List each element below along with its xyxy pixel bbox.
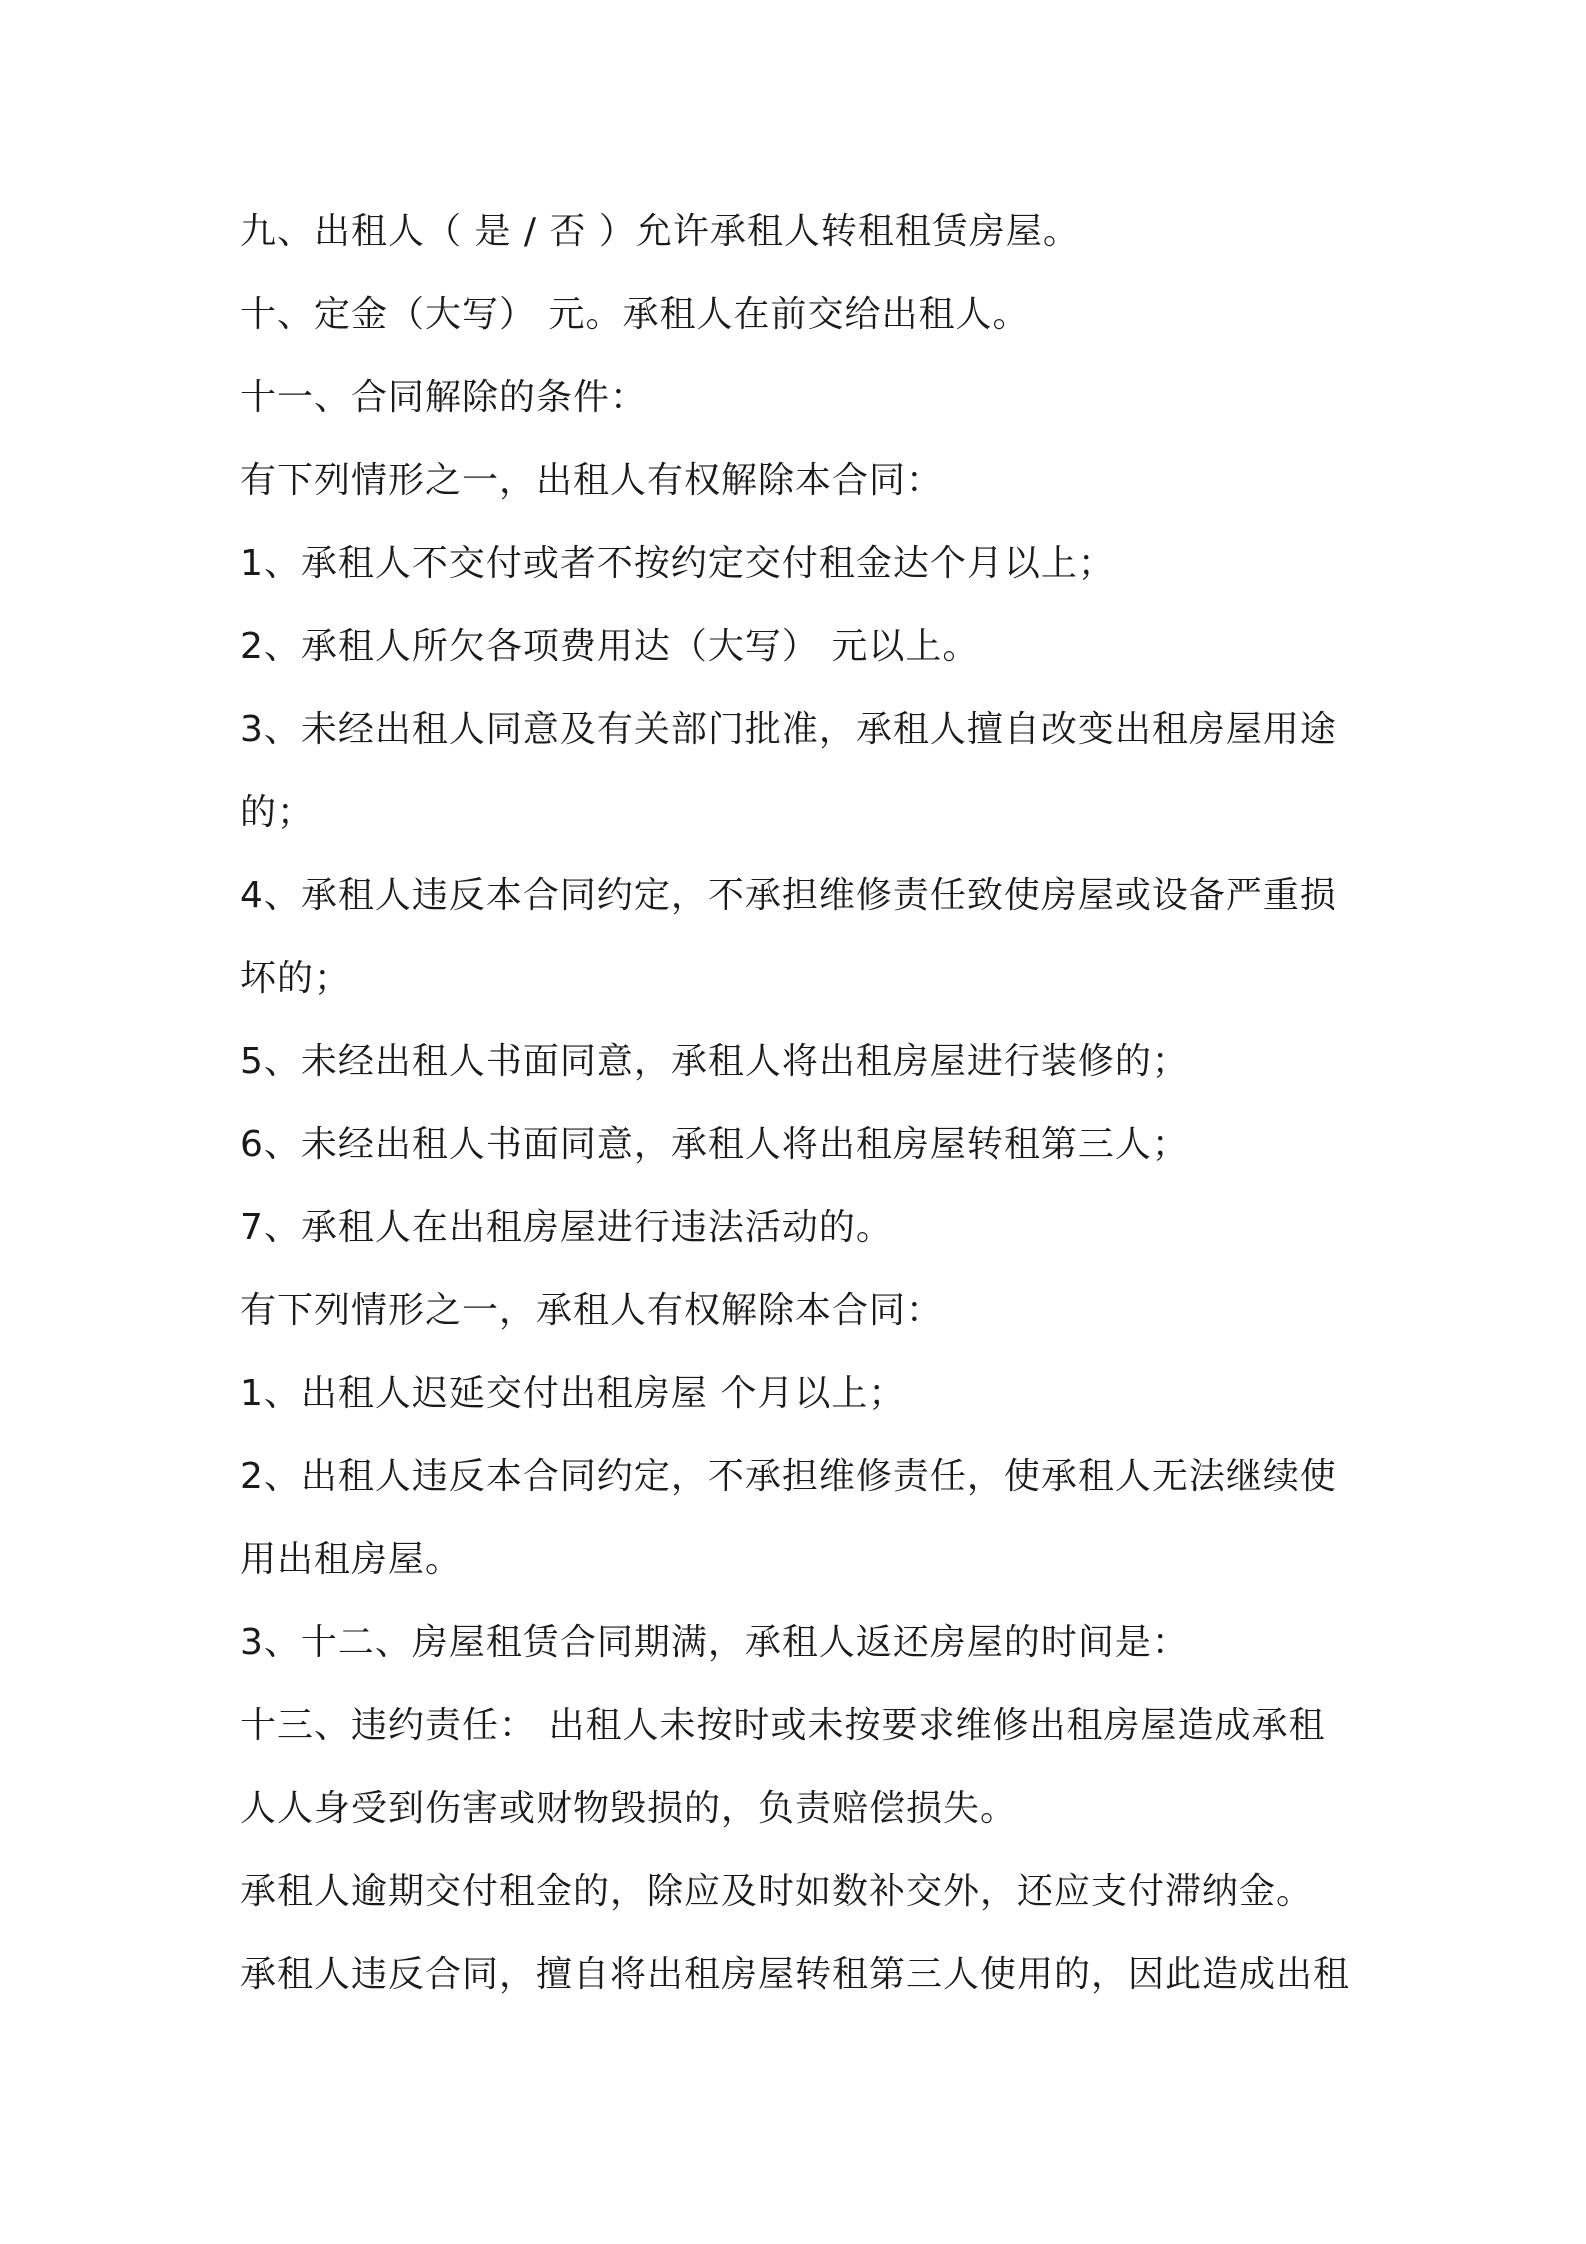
landlord-condition-7: 7、承租人在出租房屋进行违法活动的。 — [240, 1207, 893, 1248]
landlord-condition-3: 3、未经出租人同意及有关部门批准，承租人擅自改变出租房屋用途 — [240, 709, 1337, 750]
landlord-condition-1: 1、承租人不交付或者不按约定交付租金达个月以上； — [240, 543, 1115, 584]
clause-9-sublet: 九、出租人（ 是 / 否 ）允许承租人转租租赁房屋。 — [240, 211, 1080, 252]
clause-12-return: 3、十二、房屋租赁合同期满，承租人返还房屋的时间是： — [240, 1622, 1189, 1663]
landlord-condition-3-cont: 的； — [240, 792, 315, 833]
late-payment-clause: 承租人逾期交付租金的，除应及时如数补交外，还应支付滞纳金。 — [240, 1871, 1314, 1912]
tenant-condition-2: 2、出租人违反本合同约定，不承担维修责任，使承租人无法继续使 — [240, 1456, 1337, 1497]
tenant-condition-1: 1、出租人迟延交付出租房屋 个月以上； — [240, 1373, 906, 1414]
tenant-termination-intro: 有下列情形之一，承租人有权解除本合同： — [240, 1290, 944, 1331]
unauthorized-sublet-clause: 承租人违反合同，擅自将出租房屋转租第三人使用的，因此造成出租 — [240, 1954, 1351, 1995]
landlord-condition-4-cont: 坏的； — [240, 958, 352, 999]
clause-10-deposit: 十、定金（大写） 元。承租人在前交给出租人。 — [240, 294, 1030, 335]
landlord-condition-5: 5、未经出租人书面同意，承租人将出租房屋进行装修的； — [240, 1041, 1189, 1082]
landlord-condition-2: 2、承租人所欠各项费用达（大写） 元以上。 — [240, 626, 980, 667]
tenant-condition-2-cont: 用出租房屋。 — [240, 1539, 463, 1580]
landlord-termination-intro: 有下列情形之一，出租人有权解除本合同： — [240, 460, 944, 501]
landlord-condition-4: 4、承租人违反本合同约定，不承担维修责任致使房屋或设备严重损 — [240, 875, 1337, 916]
landlord-condition-6: 6、未经出租人书面同意，承租人将出租房屋转租第三人； — [240, 1124, 1189, 1165]
clause-13-liability: 十三、违约责任： 出租人未按时或未按要求维修出租房屋造成承租 — [240, 1705, 1326, 1746]
clause-11-heading: 十一、合同解除的条件： — [240, 377, 648, 418]
clause-13-liability-cont: 人人身受到伤害或财物毁损的，负责赔偿损失。 — [240, 1788, 1018, 1829]
document-body — [240, 190, 1370, 2016]
